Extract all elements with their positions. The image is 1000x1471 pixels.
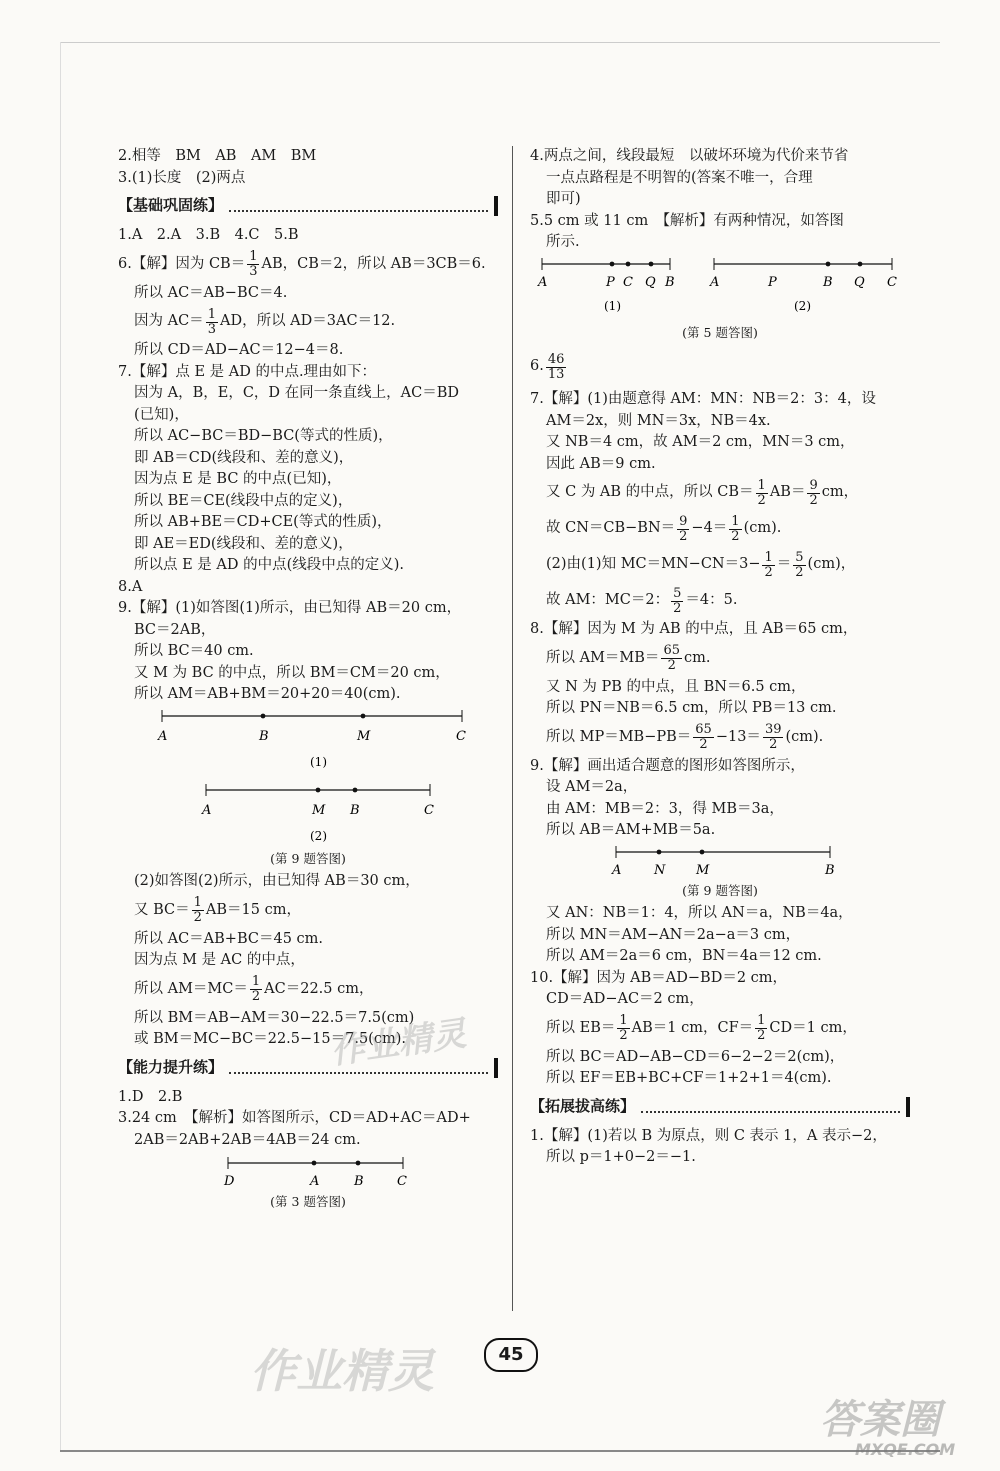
- point-label: B: [354, 1174, 364, 1189]
- answer-line: 所以 CD＝AD−AC＝12−4＝8.: [134, 342, 344, 358]
- page-bottom-border: [60, 1450, 940, 1452]
- watermark: 作业精灵: [250, 1344, 434, 1398]
- numerator: 1: [207, 306, 216, 322]
- text: 又 C 为 AB 的中点，所以 CB＝: [546, 484, 754, 501]
- point-dot: [261, 713, 266, 718]
- fraction: [192, 896, 204, 925]
- text: 故 AM：MC＝2：: [546, 592, 670, 609]
- point-label: A: [710, 274, 720, 290]
- text: (cm)，: [807, 556, 856, 573]
- page-left-edge: [60, 42, 61, 1452]
- answer-line: 因此 AB＝9 cm.: [546, 455, 656, 472]
- denominator: 3: [207, 321, 216, 337]
- answer-line: 2.相等 BM AB AM BM: [118, 148, 317, 164]
- segment-diagram: [530, 842, 910, 878]
- answer-line: [530, 511, 910, 547]
- denominator: 2: [667, 658, 676, 673]
- answer-line: 7.【解】点 E 是 AD 的中点.理由如下：: [118, 363, 377, 380]
- answer-line: 因为点 E 是 BC 的中点(已知)，: [134, 471, 342, 487]
- text: AB＝: [769, 484, 806, 501]
- section-header-basic: [118, 195, 498, 217]
- numerator: 65: [695, 722, 712, 737]
- point-dot: [361, 713, 366, 718]
- text: (2)由(1)知 MC＝MN−CN＝3−: [546, 556, 761, 573]
- point-dot: [626, 261, 631, 266]
- section-dots: [229, 200, 488, 212]
- numerator: 1: [619, 1013, 628, 1028]
- answer-line: 所以 AB＝AM+MB＝5a.: [546, 822, 716, 838]
- denominator: 2: [757, 1028, 766, 1043]
- point-label: C: [887, 274, 897, 290]
- answer-line: 1.A 2.A 3.B 4.C 5.B: [118, 227, 299, 243]
- text: −13＝: [715, 728, 761, 745]
- text: 6.【解】因为 CB＝: [118, 255, 246, 272]
- answer-line: AM＝2x，则 MN＝3x，NB＝4x.: [546, 412, 771, 429]
- text: ＝4：5.: [685, 592, 738, 609]
- answer-line: 因为 A，B，E，C，D 在同一条直线上，AC＝BD: [134, 385, 459, 401]
- answer-line: [118, 893, 498, 929]
- point-label: C: [456, 728, 466, 744]
- answer-line: 所以点 E 是 AD 的中点(线段中点的定义).: [134, 557, 405, 573]
- fraction: [729, 515, 741, 544]
- fraction: [671, 587, 683, 616]
- answer-line: CD＝AD−AC＝2 cm，: [546, 991, 704, 1007]
- answer-line: 一点点路程是不明智的(答案不唯一，合理: [546, 169, 813, 186]
- answer-line: 9.【解】画出适合题意的图形如答图所示，: [530, 757, 805, 774]
- numerator: 9: [679, 513, 688, 529]
- numerator: 1: [193, 895, 202, 910]
- point-label: A: [202, 802, 212, 818]
- answer-line: 1.D 2.B: [118, 1088, 183, 1105]
- text: 所以 AM＝MC＝: [134, 980, 248, 997]
- text: 所以 EB＝: [546, 1019, 616, 1036]
- right-column: [530, 146, 910, 1169]
- denominator: 3: [249, 264, 258, 279]
- text: (cm).: [785, 728, 824, 745]
- section-bar: [494, 196, 498, 216]
- section-title: 【能力提升练】: [118, 1057, 224, 1076]
- answer-line: BC＝2AB，: [134, 621, 216, 638]
- fraction: [661, 644, 682, 673]
- answer-line: 10.【解】因为 AB＝AD−BD＝2 cm，: [530, 969, 788, 986]
- answer-line: 所以 PN＝NB＝6.5 cm，所以 PB＝13 cm.: [546, 700, 837, 716]
- segment-diagram: [118, 706, 498, 846]
- point-dot: [858, 261, 863, 266]
- section-title: 【基础巩固练】: [118, 196, 224, 215]
- section-header-extension: [530, 1096, 910, 1118]
- section-title: 【拓展拔高练】: [530, 1096, 636, 1115]
- fraction: [693, 723, 714, 752]
- answer-line: [118, 972, 498, 1008]
- answer-line: 或 BM＝MC−BC＝22.5−15＝7.5(cm).: [134, 1031, 406, 1047]
- answer-line: 所以 AC＝AB−BC＝4.: [134, 284, 288, 301]
- numerator: 1: [757, 1013, 766, 1028]
- fraction: [762, 551, 774, 580]
- text: AD，所以 AD＝3AC＝12.: [219, 313, 396, 330]
- fraction: [206, 308, 218, 337]
- answer-line: 所以 p＝1+0−2＝−1.: [546, 1149, 696, 1165]
- answer-line: 9.【解】(1)如答图(1)所示，由已知得 AB＝20 cm，: [118, 600, 462, 616]
- answer-line: [530, 475, 910, 511]
- answer-line: 即 AB＝CD(线段和、差的意义)，: [134, 449, 354, 466]
- text: AC＝22.5 cm，: [264, 980, 374, 997]
- denominator: 2: [809, 492, 818, 508]
- point-label: B: [823, 274, 833, 290]
- point-dot: [312, 1161, 317, 1166]
- point-label: C: [623, 274, 633, 290]
- answer-line: 又 AN：NB＝1：4，所以 AN＝a，NB＝4a，: [546, 905, 853, 921]
- sub-label: (1): [310, 754, 327, 769]
- figure-3: [118, 1151, 498, 1213]
- text: AB，CB＝2，所以 AB＝3CB＝6.: [261, 255, 486, 272]
- answer-line: 所以 MN＝AM−AN＝2a−a＝3 cm，: [546, 926, 801, 943]
- answer-line: 所以 AB+BE＝CD+CE(等式的性质)，: [134, 514, 392, 530]
- denominator: 2: [731, 528, 740, 544]
- figure-caption: (第 5 题答图): [682, 324, 758, 340]
- column-divider: [512, 146, 513, 1311]
- point-label: B: [825, 862, 835, 878]
- answer-line: [118, 247, 498, 283]
- point-label: P: [768, 274, 777, 290]
- denominator: 2: [193, 910, 202, 925]
- sub-label: (2): [310, 828, 327, 843]
- answer-line: 3.24 cm 【解析】如答图所示，CD＝AD+AC＝AD+: [118, 1110, 471, 1126]
- answer-line: [118, 304, 498, 340]
- denominator: 2: [619, 1028, 628, 1043]
- answer-line: (已知)，: [134, 406, 189, 423]
- point-dot: [657, 849, 662, 854]
- numerator: 65: [663, 643, 680, 658]
- numerator: 1: [764, 549, 773, 565]
- text: cm，: [821, 484, 859, 501]
- fraction: [793, 551, 805, 580]
- answer-line: 8.【解】因为 M 为 AB 的中点，且 AB＝65 cm，: [530, 621, 858, 637]
- figure-9-left: [118, 706, 498, 870]
- text: AB＝1 cm，CF＝: [631, 1019, 754, 1036]
- answer-line: 7.【解】(1)由题意得 AM：MN：NB＝2：3：4，设: [530, 391, 876, 407]
- answer-line: [530, 720, 910, 756]
- point-dot: [353, 787, 358, 792]
- figure-9-right: [530, 842, 910, 902]
- text: ＝: [776, 556, 792, 573]
- text: (cm).: [743, 520, 782, 537]
- answer-line: 所以 EF＝EB+BC+CF＝1+2+1＝4(cm).: [546, 1070, 832, 1086]
- answer-line: 又 M 为 BC 的中点，所以 BM＝CM＝20 cm，: [134, 664, 450, 681]
- answer-line: [530, 641, 910, 677]
- answer-line: 设 AM＝2a，: [546, 779, 638, 795]
- numerator: 1: [249, 249, 258, 264]
- point-label: Q: [854, 274, 865, 290]
- segment-diagram: [118, 1151, 498, 1189]
- point-label: B: [259, 728, 269, 744]
- figure-caption: (第 3 题答图): [270, 1194, 346, 1209]
- point-label: M: [696, 862, 710, 878]
- answer-line: [530, 583, 910, 619]
- text: 6.: [530, 358, 544, 375]
- answer-line: 所示.: [546, 234, 580, 250]
- numerator: 1: [757, 477, 766, 493]
- denominator: 2: [679, 528, 688, 544]
- answer-line: [530, 1011, 910, 1047]
- section-bar: [906, 1097, 910, 1117]
- answer-line: 所以 BM＝AB−AM＝30−22.5＝7.5(cm): [134, 1009, 415, 1026]
- figure-caption: (第 9 题答图): [270, 850, 346, 866]
- point-label: N: [654, 862, 666, 878]
- answer-line: 所以 AM＝2a＝6 cm，BN＝4a＝12 cm.: [546, 948, 822, 964]
- point-label: A: [158, 728, 168, 744]
- text: 因为 AC＝: [134, 313, 204, 330]
- answer-line: 由 AM：MB＝2：3，得 MB＝3a，: [546, 800, 784, 817]
- denominator: 2: [251, 989, 261, 1004]
- answer-line: 所以 AC−BC＝BD−BC(等式的性质)，: [134, 428, 393, 444]
- fraction: [546, 353, 567, 382]
- point-label: M: [357, 728, 371, 744]
- segment-diagram: [530, 254, 910, 320]
- point-label: A: [538, 274, 548, 290]
- section-dots: [641, 1101, 900, 1113]
- sub-label: (1): [604, 298, 621, 313]
- answer-line: 所以 AM＝AB+BM＝20+20＝40(cm).: [134, 686, 401, 702]
- answer-line: 即可): [546, 191, 581, 207]
- point-label: B: [350, 802, 360, 818]
- answer-line: 所以 BC＝40 cm.: [134, 643, 254, 659]
- fraction: [763, 723, 784, 752]
- denominator: 13: [547, 366, 565, 382]
- fraction: [250, 975, 262, 1004]
- numerator: 5: [673, 585, 682, 601]
- watermark-logo: 答案圈: [820, 1397, 940, 1443]
- text: 所以 MP＝MB−PB＝: [546, 728, 692, 745]
- denominator: 2: [764, 564, 773, 580]
- sub-label: (2): [794, 298, 811, 313]
- answer-line: 3.(1)长度 (2)两点: [118, 169, 246, 186]
- answer-line: [530, 547, 910, 583]
- numerator: 9: [809, 477, 818, 493]
- section-bar: [494, 1058, 498, 1078]
- point-dot: [356, 1161, 361, 1166]
- numerator: 39: [764, 722, 782, 737]
- answer-line: 因为点 M 是 AC 的中点，: [134, 952, 305, 968]
- page-top-border: [60, 42, 940, 43]
- point-dot: [826, 261, 831, 266]
- fraction: [755, 1014, 767, 1043]
- point-label: Q: [645, 274, 656, 290]
- text: −4＝: [691, 520, 728, 537]
- point-label: A: [310, 1174, 320, 1189]
- point-label: M: [312, 802, 326, 818]
- figure-5: [530, 254, 910, 344]
- answer-line: 即 AE＝ED(线段和、差的意义)，: [134, 535, 353, 552]
- point-dot: [610, 261, 615, 266]
- point-label: P: [606, 274, 615, 290]
- watermark-url: MXQE.COM: [855, 1440, 956, 1459]
- answer-line: 5.5 cm 或 11 cm 【解析】有两种情况，如答图: [530, 212, 844, 229]
- fraction: [247, 250, 259, 279]
- text: CD＝1 cm，: [769, 1019, 857, 1036]
- text: AB＝15 cm，: [205, 901, 301, 918]
- point-label: B: [665, 274, 675, 290]
- answer-line: 8.A: [118, 578, 143, 595]
- answer-line: (2)如答图(2)所示，由已知得 AB＝30 cm，: [134, 873, 420, 889]
- point-label: C: [397, 1174, 407, 1189]
- denominator: 2: [769, 737, 778, 752]
- answer-line: 所以 AC＝AB+BC＝45 cm.: [134, 930, 324, 947]
- text: 所以 AM＝MB＝: [546, 649, 660, 666]
- figure-caption: (第 9 题答图): [682, 882, 758, 898]
- answer-line: 所以 BE＝CE(线段中点的定义)，: [134, 492, 353, 509]
- text: 又 BC＝: [134, 901, 190, 918]
- answer-line: 所以 BC＝AD−AB−CD＝6−2−2＝2(cm)，: [546, 1048, 845, 1065]
- fraction: [807, 479, 819, 508]
- numerator: 46: [547, 351, 565, 367]
- denominator: 2: [757, 492, 766, 508]
- answer-line: 4.两点之间，线段最短 以破坏环境为代价来节省: [530, 148, 849, 164]
- point-dot: [700, 849, 705, 854]
- numerator: 1: [731, 513, 740, 529]
- denominator: 2: [699, 737, 708, 752]
- answer-line: [530, 345, 910, 389]
- fraction: [756, 479, 768, 508]
- point-label: D: [224, 1174, 235, 1189]
- fraction: [677, 515, 689, 544]
- denominator: 2: [673, 600, 682, 616]
- numerator: 1: [251, 974, 261, 989]
- denominator: 2: [795, 564, 804, 580]
- point-label: A: [612, 862, 622, 878]
- section-header-ability: [118, 1057, 498, 1079]
- answer-line: 1.【解】(1)若以 B 为原点，则 C 表示 1，A 表示−2，: [530, 1127, 887, 1144]
- point-label: C: [424, 802, 434, 818]
- page-number: 45: [484, 1338, 538, 1372]
- text: cm.: [683, 649, 711, 666]
- answer-line: 又 N 为 PB 的中点，且 BN＝6.5 cm，: [546, 678, 806, 695]
- watermark: 作业精灵: [328, 1013, 469, 1073]
- fraction: [617, 1014, 629, 1043]
- text: 故 CN＝CB−BN＝: [546, 520, 676, 537]
- numerator: 5: [795, 549, 804, 565]
- point-dot: [316, 787, 321, 792]
- point-dot: [649, 261, 654, 266]
- answer-line: 又 NB＝4 cm，故 AM＝2 cm，MN＝3 cm，: [546, 434, 855, 450]
- answer-line: 2AB＝2AB+2AB＝4AB＝24 cm.: [134, 1131, 361, 1148]
